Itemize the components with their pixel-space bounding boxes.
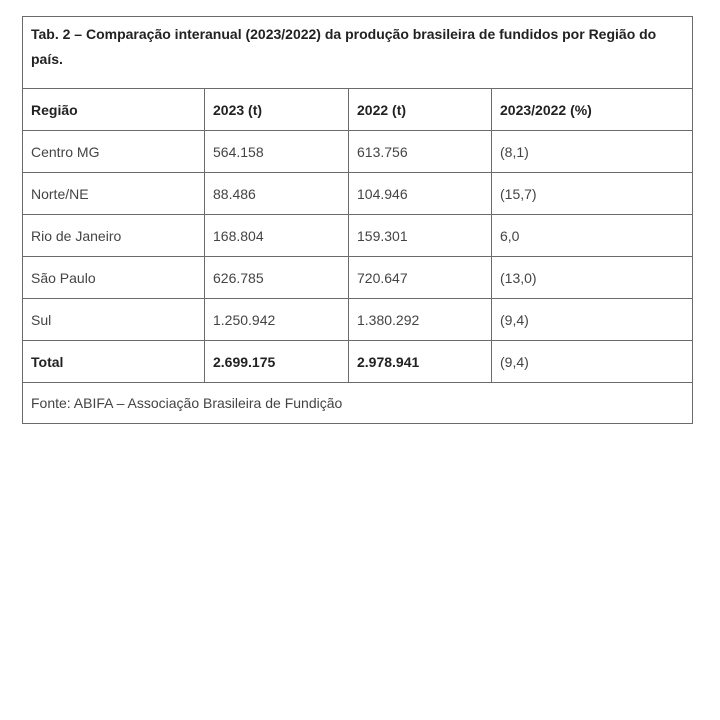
table-row — [23, 257, 693, 299]
cell-2022: 1.380.292 — [349, 299, 492, 341]
cell-region: Rio de Janeiro — [23, 215, 205, 257]
table-row — [23, 299, 693, 341]
cell-variation: (8,1) — [492, 131, 693, 173]
table-row — [23, 131, 693, 173]
total-2023: 2.699.175 — [205, 341, 349, 383]
header-regiao: Região — [23, 89, 205, 131]
production-table — [22, 16, 693, 424]
cell-variation: (9,4) — [492, 299, 693, 341]
cell-region: Centro MG — [23, 131, 205, 173]
source-row — [23, 383, 693, 424]
table-source: Fonte: ABIFA – Associação Brasileira de Fundição — [23, 383, 693, 424]
cell-variation: (13,0) — [492, 257, 693, 299]
cell-2023: 88.486 — [205, 173, 349, 215]
header-variation: 2023/2022 (%) — [492, 89, 693, 131]
cell-2022: 104.946 — [349, 173, 492, 215]
header-2022: 2022 (t) — [349, 89, 492, 131]
cell-region: Sul — [23, 299, 205, 341]
total-2022: 2.978.941 — [349, 341, 492, 383]
cell-2022: 159.301 — [349, 215, 492, 257]
header-row — [23, 89, 693, 131]
header-2023: 2023 (t) — [205, 89, 349, 131]
cell-region: Norte/NE — [23, 173, 205, 215]
total-label: Total — [23, 341, 205, 383]
cell-region: São Paulo — [23, 257, 205, 299]
production-table-container — [22, 16, 692, 424]
table-row — [23, 215, 693, 257]
cell-2022: 613.756 — [349, 131, 492, 173]
table-row — [23, 173, 693, 215]
cell-2022: 720.647 — [349, 257, 492, 299]
cell-variation: 6,0 — [492, 215, 693, 257]
total-variation: (9,4) — [492, 341, 693, 383]
cell-2023: 168.804 — [205, 215, 349, 257]
cell-variation: (15,7) — [492, 173, 693, 215]
cell-2023: 564.158 — [205, 131, 349, 173]
total-row — [23, 341, 693, 383]
table-caption: Tab. 2 – Comparação interanual (2023/2022) da produção brasileira de fundidos por Região do país. — [23, 17, 693, 89]
cell-2023: 1.250.942 — [205, 299, 349, 341]
cell-2023: 626.785 — [205, 257, 349, 299]
caption-row — [23, 17, 693, 89]
